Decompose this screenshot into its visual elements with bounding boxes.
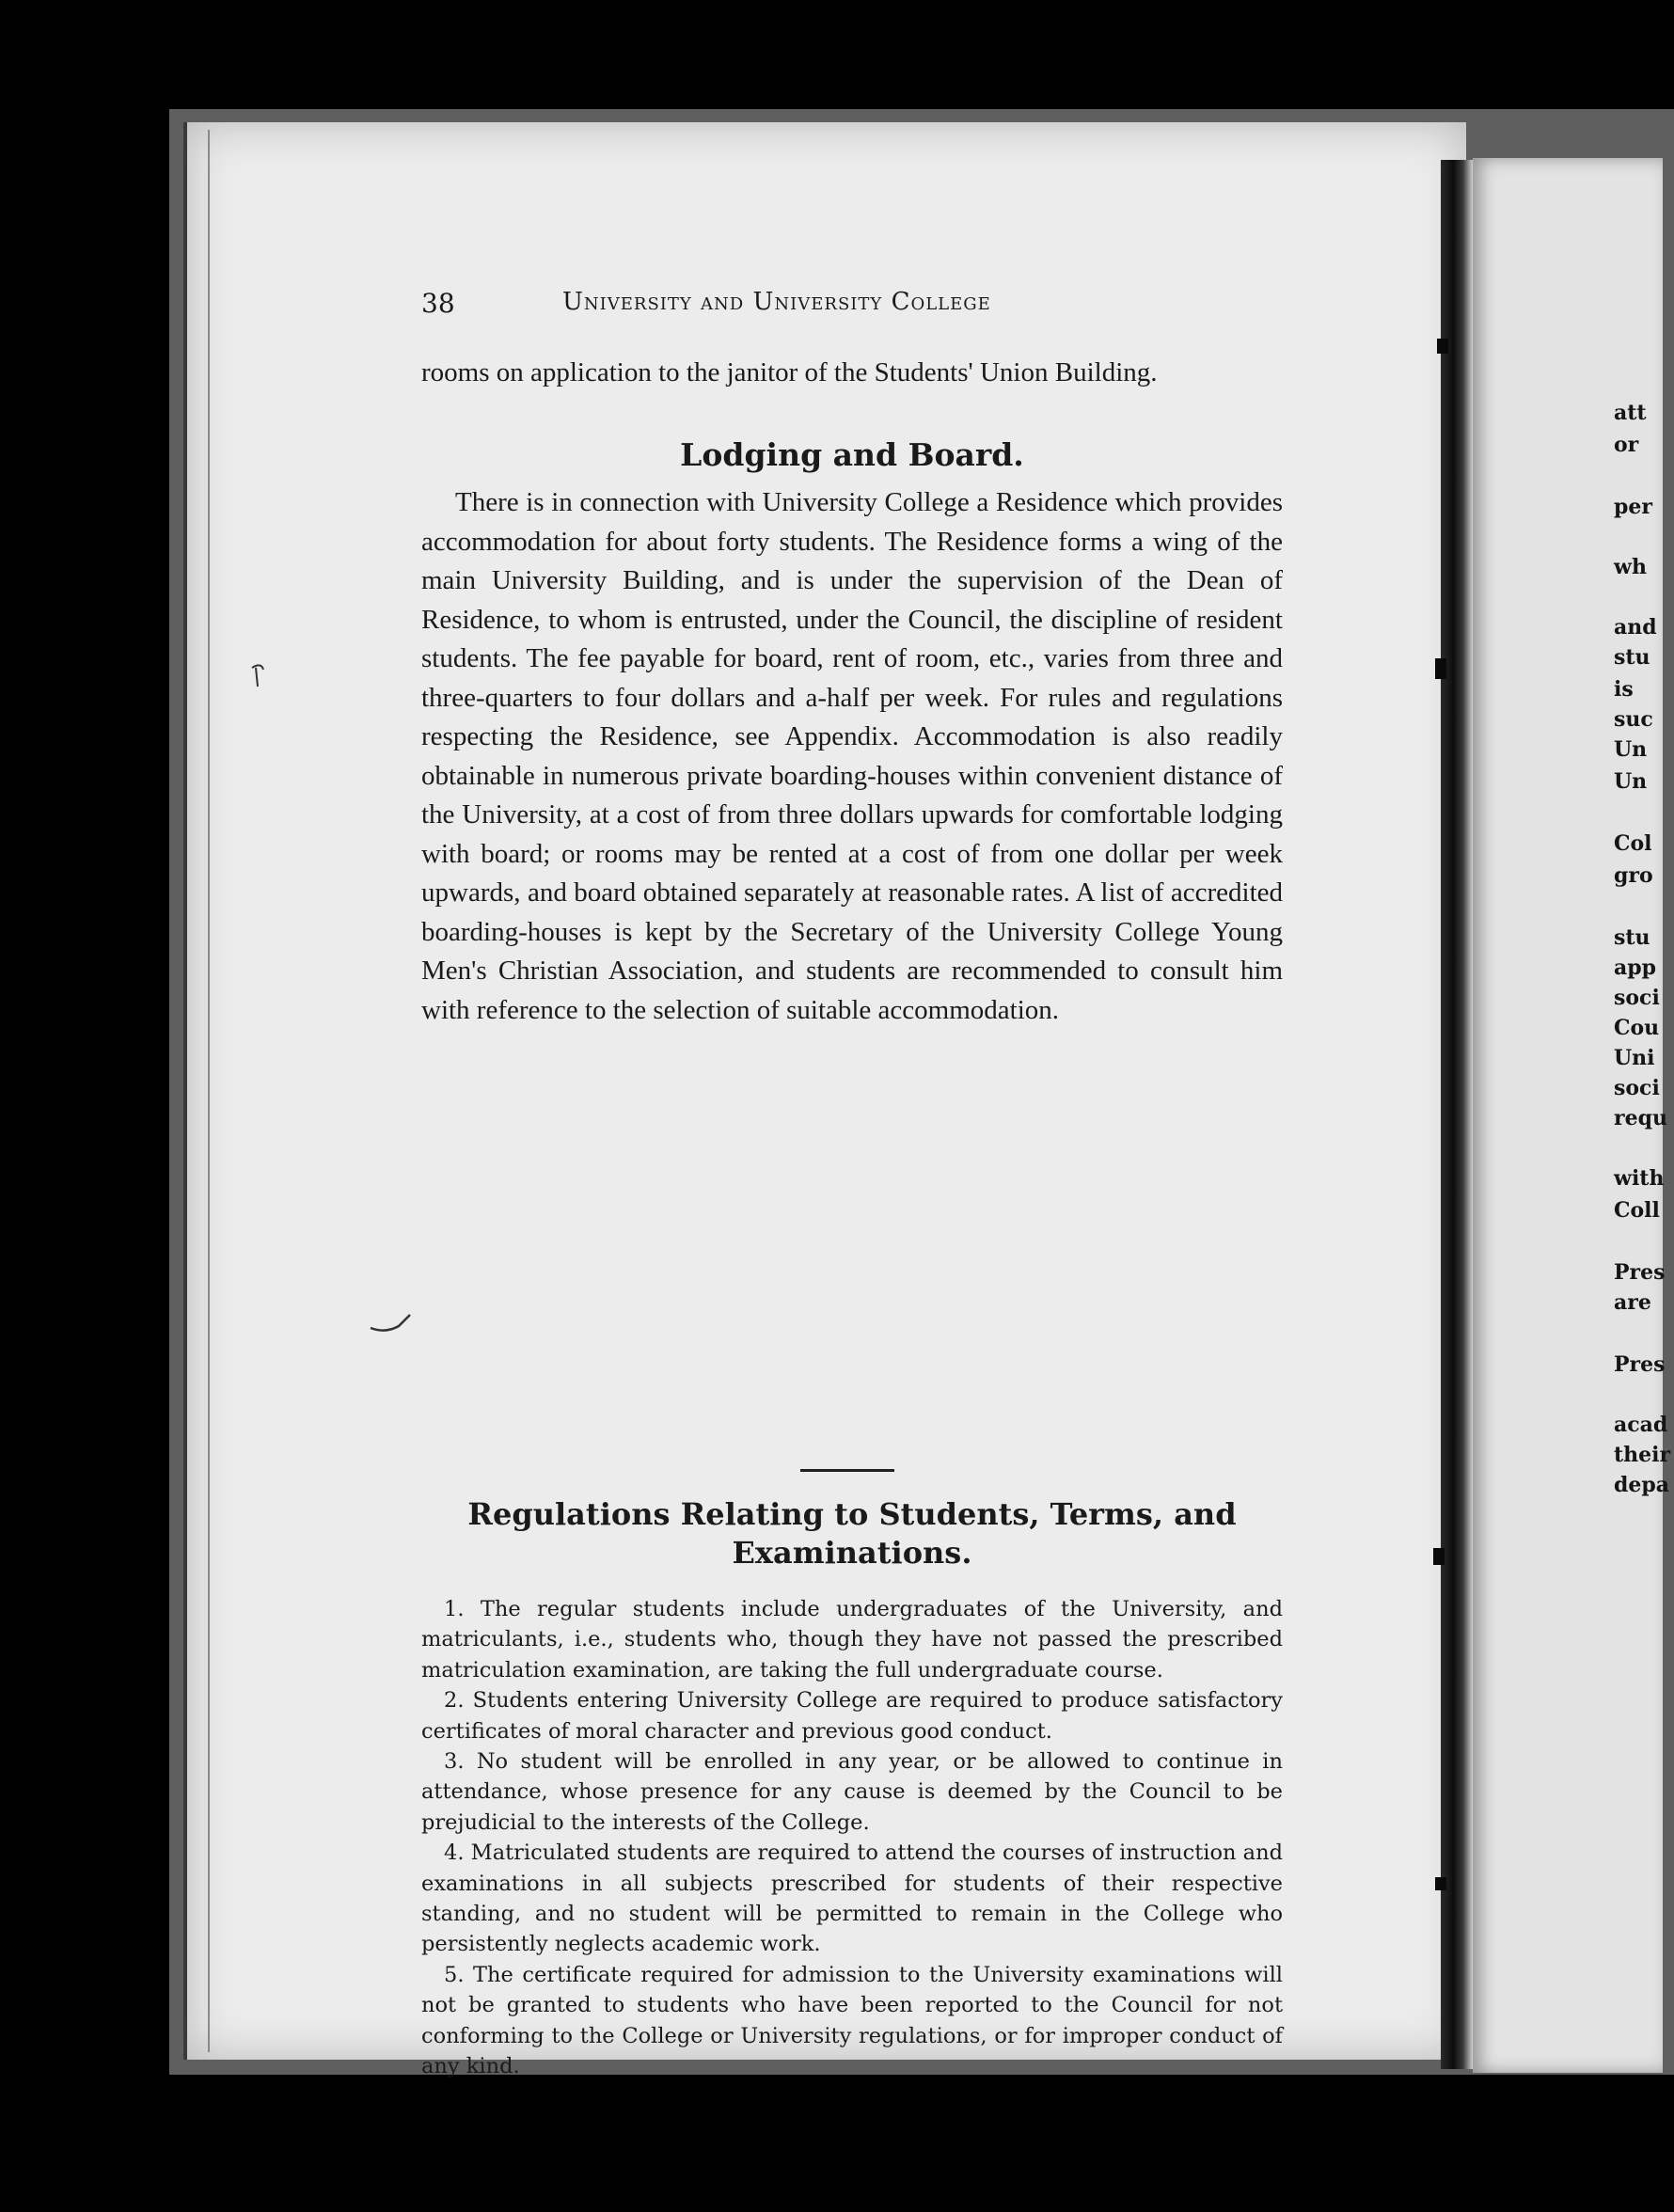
page-edge-line [208, 130, 210, 2052]
page-number: 38 [421, 288, 455, 319]
facing-text: acad [1614, 1413, 1668, 1437]
regulations-list [421, 1594, 1283, 2082]
facing-text: gro [1614, 863, 1653, 888]
binding-stitch [1437, 339, 1448, 354]
facing-text: is [1614, 677, 1634, 702]
facing-text: Pres [1614, 1352, 1666, 1377]
facing-text: per [1614, 495, 1652, 519]
binding-stitch [1433, 1548, 1445, 1565]
regulation-item: 2. Students entering University College are required to produce satisfactory certificates of moral character and previous good conduct. [421, 1688, 1283, 1744]
heading-line: Examinations. [732, 1535, 972, 1571]
facing-text: soci [1614, 1076, 1660, 1100]
facing-text: Coll [1614, 1198, 1660, 1223]
carryover-paragraph: rooms on application to the janitor of the Students' Union Building. [421, 357, 1158, 387]
facing-text: Un [1614, 769, 1648, 794]
facing-text: requ [1614, 1106, 1667, 1130]
running-head [421, 282, 1283, 329]
regulation-item: 5. The certificate required for admission to the University examinations will not be granted to students who have been reported to the Council for not conforming to the College or University regulations, or for improper conduct of any kind. [421, 1962, 1283, 2079]
facing-text: stu [1614, 925, 1650, 950]
facing-text: Uni [1614, 1046, 1655, 1070]
facing-text: and [1614, 615, 1657, 640]
facing-text: Un [1614, 737, 1648, 762]
facing-text: att [1614, 401, 1647, 425]
facing-text: Cou [1614, 1016, 1660, 1040]
heading-line: Regulations Relating to Students, Terms, and [467, 1496, 1237, 1532]
facing-text: Pres [1614, 1260, 1666, 1285]
book-gutter [1441, 160, 1473, 2069]
facing-text: with [1614, 1166, 1665, 1191]
section-divider [800, 1469, 894, 1472]
facing-text: soci [1614, 986, 1660, 1010]
pencil-checkmark [367, 1309, 423, 1337]
running-title: University and University College [562, 288, 991, 316]
section-heading-lodging: Lodging and Board. [680, 436, 1024, 473]
facing-text: Col [1614, 831, 1652, 856]
facing-text: are [1614, 1290, 1651, 1315]
facing-text: app [1614, 956, 1657, 980]
regulation-item: 3. No student will be enrolled in any year, or be allowed to continue in attendance, whose presence for any cause is deemed by the Council to be prejudicial to the interests of the College. [421, 1749, 1283, 1835]
facing-text: suc [1614, 707, 1653, 732]
regulation-item: 1. The regular students include undergraduates of the University, and matriculants, i.e., students who, though they have not passed the prescribed matriculation examination, are taking the full undergraduate course. [421, 1597, 1283, 1683]
regulation-item: 4. Matriculated students are required to attend the courses of instruction and examinations in all subjects prescribed for students of their respective standing, and no student will be permitted to remain in the College who persistently neglects academic work. [421, 1841, 1283, 1957]
section-heading-regulations [421, 1495, 1283, 1572]
facing-page [1473, 158, 1671, 2073]
pencil-mark [245, 658, 273, 696]
facing-text: wh [1614, 555, 1647, 579]
facing-text: or [1614, 433, 1639, 457]
binding-stitch [1435, 658, 1446, 679]
binding-stitch [1435, 1877, 1446, 1890]
lodging-paragraph: There is in connection with University College a Residence which provides accommodation for about forty students. The Residence forms a wing of the main University Building, and is under the supervision of the Dean of Residence, to whom is entrusted, under the Council, the discipline of resident students. The fee payable for board, rent of room, etc., varies from three and three-quarters to four dollars and a-half per week. For rules and regulations respecting the Residence, see Appendix. Accommodation is also readily obtainable in numerous private boarding-houses within convenient distance of the University, at a cost of from three dollars upwards for comfortable lodging with board; or rooms may be rented at a cost of from one dollar per week upwards, and board obtained separately at reasonable rates. A list of accredited boarding-houses is kept by the Secretary of the University College Young Men's Christian Association, and students are recommended to consult him with reference to the selection of suitable accommodation. [421, 487, 1283, 1025]
facing-text: stu [1614, 645, 1650, 670]
facing-text: depa [1614, 1473, 1670, 1497]
facing-text: their [1614, 1443, 1671, 1467]
